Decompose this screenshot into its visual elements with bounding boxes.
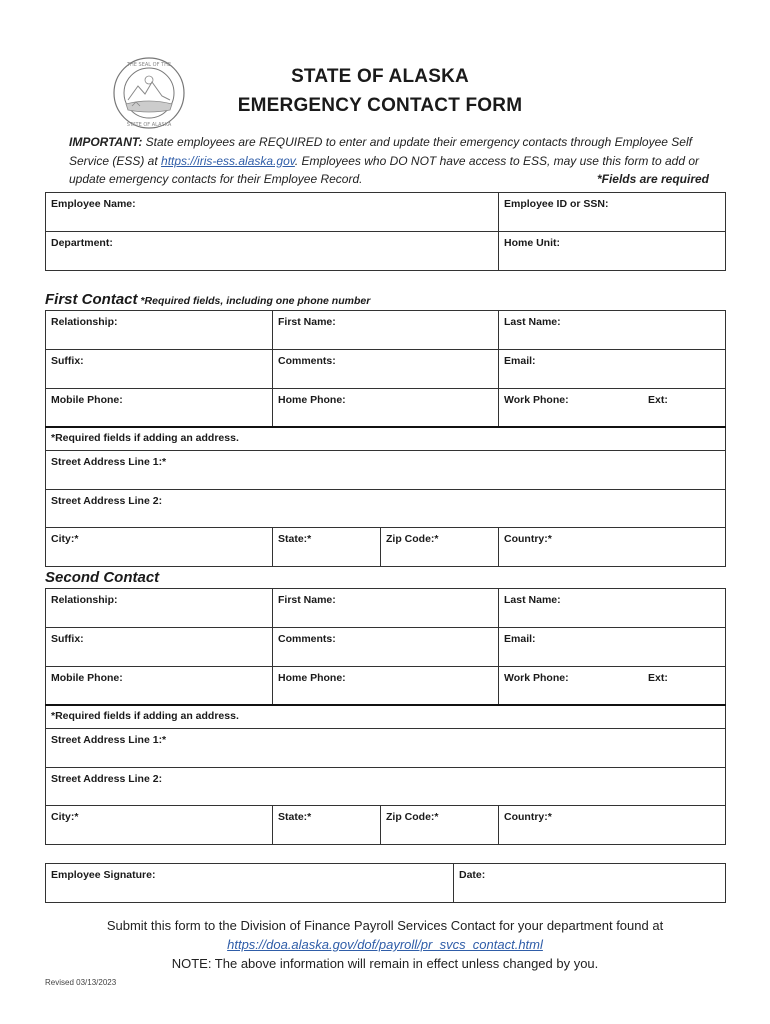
form-title-state: STATE OF ALASKA [291, 66, 469, 87]
state-seal-logo [112, 56, 186, 130]
sc-city-field[interactable] [46, 806, 273, 845]
svg-text:THE SEAL OF THE: THE SEAL OF THE [126, 62, 172, 68]
state-label: State:* [278, 533, 312, 545]
sc-last-name-field[interactable] [499, 589, 726, 628]
sc-relationship-field[interactable] [46, 589, 273, 628]
employee-name-label: Employee Name: [51, 198, 136, 210]
employee-id-field[interactable] [499, 193, 726, 232]
revised-date: Revised 03/13/2023 [45, 978, 117, 987]
fc-street2-field[interactable] [46, 490, 726, 528]
comments-label: Comments: [278, 355, 336, 367]
sc-address-note [46, 705, 726, 729]
zip-label: Zip Code:* [386, 533, 439, 545]
employee-id-label: Employee ID or SSN: [504, 198, 609, 210]
home-phone-label: Home Phone: [278, 394, 346, 406]
footer-instructions [45, 916, 725, 973]
city-label: City:* [51, 533, 79, 545]
street1-label: Street Address Line 1:* [51, 456, 167, 468]
svg-text:STATE OF ALASKA: STATE OF ALASKA [126, 122, 172, 128]
sc-suffix-field[interactable] [46, 628, 273, 667]
email-label: Email: [504, 633, 536, 645]
fc-work-phone-field[interactable] [499, 389, 726, 427]
fc-city-field[interactable] [46, 528, 273, 567]
work-phone-label: Work Phone: [504, 394, 569, 406]
country-label: Country:* [504, 811, 552, 823]
sc-home-phone-field[interactable] [273, 667, 499, 705]
first-contact-heading [45, 291, 370, 308]
first-name-label: First Name: [278, 316, 336, 328]
home-phone-label: Home Phone: [278, 672, 346, 684]
fc-country-field[interactable] [499, 528, 726, 567]
fc-home-phone-field[interactable] [273, 389, 499, 427]
footer-note: NOTE: The above information will remain in effect unless changed by you. [171, 956, 599, 971]
mobile-phone-label: Mobile Phone: [51, 394, 123, 406]
payroll-contact-link[interactable]: https://doa.alaska.gov/dof/payroll/pr_svcs_contact.html [227, 937, 543, 952]
employee-signature-field[interactable] [46, 864, 454, 903]
relationship-label: Relationship: [51, 594, 118, 606]
sc-zip-field[interactable] [381, 806, 499, 845]
second-contact-title: Second Contact [45, 569, 160, 586]
department-label: Department: [51, 237, 113, 249]
home-unit-label: Home Unit: [504, 237, 560, 249]
zip-label: Zip Code:* [386, 811, 439, 823]
important-label: IMPORTANT: [69, 135, 143, 149]
work-phone-label: Work Phone: [504, 672, 569, 684]
fc-suffix-field[interactable] [46, 350, 273, 389]
suffix-label: Suffix: [51, 633, 84, 645]
country-label: Country:* [504, 533, 552, 545]
first-contact-title: First Contact [45, 291, 138, 308]
street2-label: Street Address Line 2: [51, 495, 163, 507]
second-contact-table [45, 588, 726, 845]
signature-table [45, 863, 726, 903]
employee-info-table [45, 192, 726, 271]
sc-street2-field[interactable] [46, 768, 726, 806]
state-label: State:* [278, 811, 312, 823]
fc-address-note [46, 427, 726, 451]
sc-mobile-phone-field[interactable] [46, 667, 273, 705]
sc-work-phone-field[interactable] [499, 667, 726, 705]
fc-first-name-field[interactable] [273, 311, 499, 350]
first-name-label: First Name: [278, 594, 336, 606]
intro-text-1: State employees are REQUIRED to enter and update their emergency contacts through Employee Self Service (ESS) at [69, 135, 692, 168]
first-contact-table [45, 310, 726, 567]
intro-paragraph [69, 133, 709, 189]
ext-label: Ext: [648, 394, 668, 406]
sc-comments-field[interactable] [273, 628, 499, 667]
fc-zip-field[interactable] [381, 528, 499, 567]
employee-name-field[interactable] [46, 193, 499, 232]
fc-email-field[interactable] [499, 350, 726, 389]
ess-link[interactable]: https://iris-ess.alaska.gov [161, 153, 295, 168]
date-label: Date: [459, 869, 486, 881]
suffix-label: Suffix: [51, 355, 84, 367]
address-note-label: *Required fields if adding an address. [51, 431, 239, 444]
city-label: City:* [51, 811, 79, 823]
second-contact-heading [45, 569, 159, 586]
fc-mobile-phone-field[interactable] [46, 389, 273, 427]
last-name-label: Last Name: [504, 594, 561, 606]
required-fields-note: *Fields are required [596, 172, 709, 186]
sc-state-field[interactable] [273, 806, 381, 845]
sc-country-field[interactable] [499, 806, 726, 845]
home-unit-field[interactable] [499, 232, 726, 271]
fc-state-field[interactable] [273, 528, 381, 567]
form-title: EMERGENCY CONTACT FORM [237, 95, 523, 116]
sc-first-name-field[interactable] [273, 589, 499, 628]
relationship-label: Relationship: [51, 316, 118, 328]
fc-comments-field[interactable] [273, 350, 499, 389]
email-label: Email: [504, 355, 536, 367]
fc-last-name-field[interactable] [499, 311, 726, 350]
intro-text-2: . Employees who DO NOT have access to ESS, may use this form to add or update emergency contacts for their Employee Record. [69, 153, 700, 186]
first-contact-subtitle: *Required fields, including one phone number [137, 295, 371, 307]
fc-relationship-field[interactable] [46, 311, 273, 350]
signature-label: Employee Signature: [51, 869, 156, 881]
mobile-phone-label: Mobile Phone: [51, 672, 123, 684]
department-field[interactable] [46, 232, 499, 271]
comments-label: Comments: [278, 633, 336, 645]
sc-email-field[interactable] [499, 628, 726, 667]
last-name-label: Last Name: [504, 316, 561, 328]
sc-street1-field[interactable] [46, 729, 726, 768]
footer-line1: Submit this form to the Division of Finance Payroll Services Contact for your department found at [106, 918, 664, 933]
fc-street1-field[interactable] [46, 451, 726, 490]
street2-label: Street Address Line 2: [51, 773, 163, 785]
address-note-label: *Required fields if adding an address. [51, 709, 239, 722]
ext-label: Ext: [648, 672, 668, 684]
street1-label: Street Address Line 1:* [51, 734, 167, 746]
signature-date-field[interactable] [454, 864, 726, 903]
